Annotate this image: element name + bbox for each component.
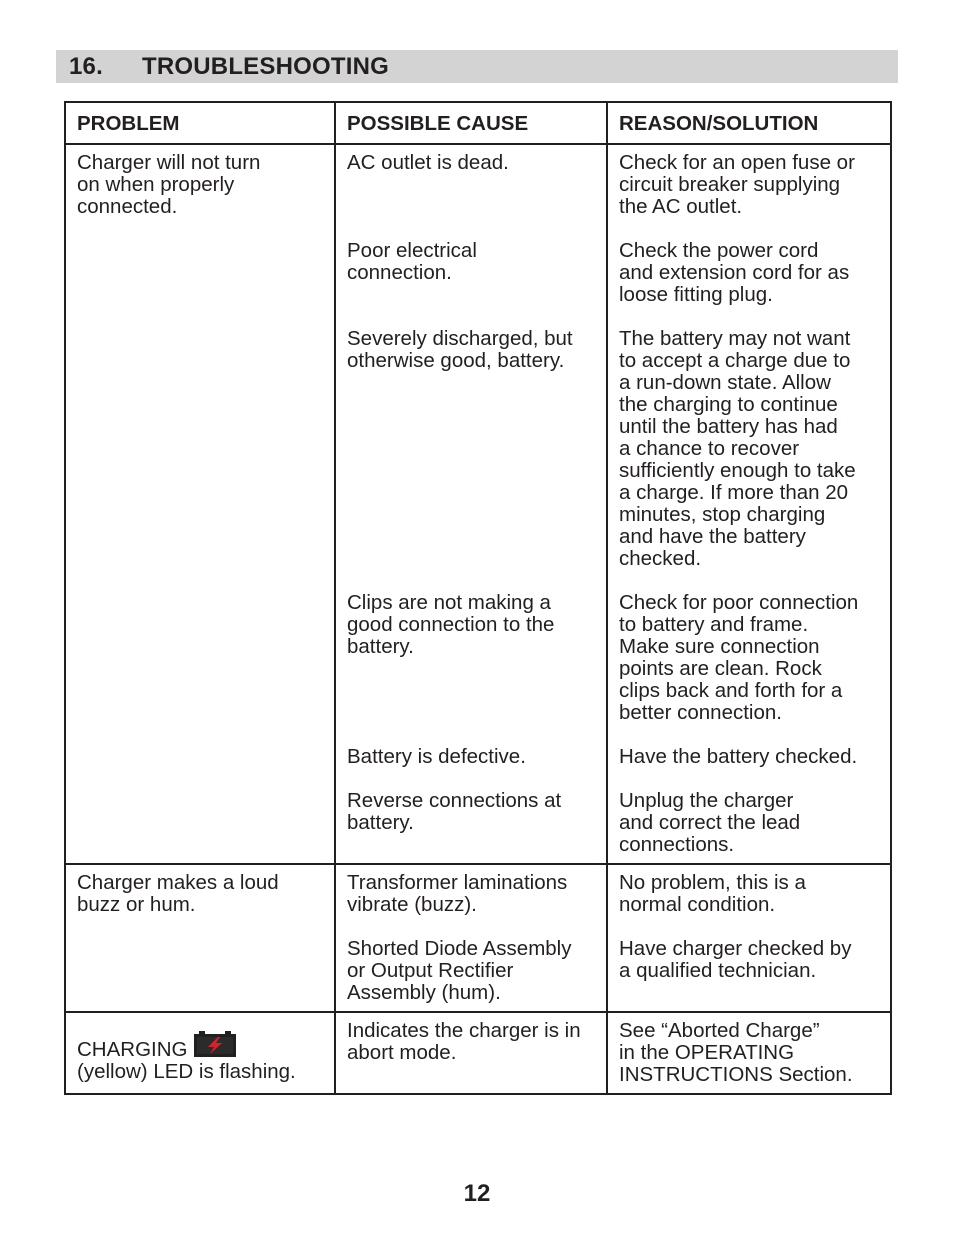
- solution-text: The battery may not want to accept a charge due to a run-down state. Allow the charging to continue until the battery has had a chance to recover sufficiently enough to take a charge. If more than 20 minutes, stop charging and have the battery checked.: [619, 327, 856, 570]
- solution-cell: [607, 1012, 891, 1094]
- table-row: [65, 1012, 891, 1094]
- solution-text: No problem, this is a normal condition.: [619, 871, 806, 916]
- header-possible-cause: POSSIBLE CAUSE: [335, 102, 607, 144]
- solution-text: Unplug the charger and correct the lead connections.: [619, 789, 801, 856]
- charging-label-line: [77, 1031, 326, 1061]
- solution-text: Check for an open fuse or circuit breaker supplying the AC outlet.: [619, 151, 855, 218]
- section-number: 16.: [69, 52, 103, 80]
- table-header-row: [65, 102, 891, 144]
- charging-label: CHARGING: [77, 1038, 188, 1061]
- cause-text: Clips are not making a good connection to the battery.: [347, 591, 555, 658]
- cause-cell: [335, 144, 607, 864]
- table-row: [65, 864, 891, 1012]
- battery-charging-led-icon: [194, 1031, 236, 1057]
- header-problem: PROBLEM: [65, 102, 335, 144]
- table-row: [65, 144, 891, 864]
- solution-text: Check for poor connection to battery and frame. Make sure connection points are clean. Rock clips back and forth for a better connection.: [619, 591, 859, 724]
- cause-text: Reverse connections at battery.: [347, 789, 562, 834]
- header-reason-solution: REASON/SOLUTION: [607, 102, 891, 144]
- solution-cell: [607, 864, 891, 1012]
- solution-text: See “Aborted Charge” in the OPERATING INSTRUCTIONS Section.: [619, 1019, 853, 1086]
- problem-cell: [65, 1012, 335, 1094]
- problem-text: Charger will not turn on when properly connected.: [77, 151, 261, 218]
- cause-cell: [335, 864, 607, 1012]
- cause-cell: [335, 1012, 607, 1094]
- cause-text: Indicates the charger is in abort mode.: [347, 1019, 581, 1064]
- cause-text: Severely discharged, but otherwise good, battery.: [347, 327, 573, 372]
- solution-cell: [607, 144, 891, 864]
- page-number: 12: [463, 1180, 491, 1207]
- problem-cell: [65, 864, 335, 1012]
- solution-text: Have the battery checked.: [619, 745, 858, 768]
- cause-text: AC outlet is dead.: [347, 151, 509, 174]
- solution-text: Have charger checked by a qualified technician.: [619, 937, 852, 982]
- troubleshooting-table: [64, 101, 892, 1095]
- problem-cell: [65, 144, 335, 864]
- problem-text: Charger makes a loud buzz or hum.: [77, 871, 279, 916]
- cause-text: Battery is defective.: [347, 745, 526, 768]
- cause-text: Transformer laminations vibrate (buzz).: [347, 871, 568, 916]
- solution-text: Check the power cord and extension cord for as loose fitting plug.: [619, 239, 850, 306]
- problem-text: (yellow) LED is flashing.: [77, 1060, 296, 1083]
- cause-text: Shorted Diode Assembly or Output Rectifier Assembly (hum).: [347, 937, 572, 1004]
- cause-text: Poor electrical connection.: [347, 239, 477, 284]
- section-title: TROUBLESHOOTING: [142, 52, 389, 80]
- section-heading: [56, 50, 898, 83]
